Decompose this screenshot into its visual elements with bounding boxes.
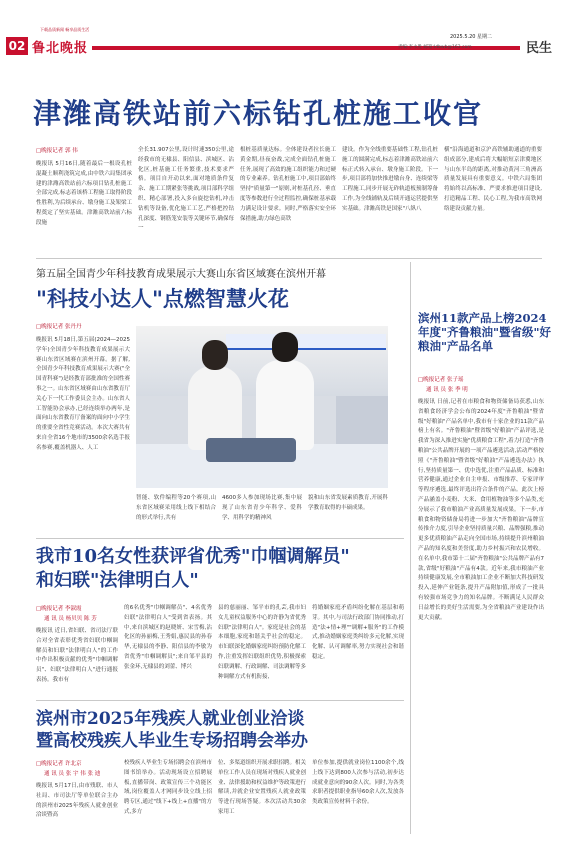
byline-disability-reporter: □晚报记者 许北京: [36, 761, 82, 767]
divider: [36, 258, 542, 259]
divider: [36, 538, 404, 539]
article-railway-col-4: 建设。作为全线重要基础性工程,钻孔桩施工的圆满完成,标志着津潍高铁站前六标正式转入承台、墩身施工阶段。下一步,项目部将加快推进墩台身、连续梁等工程施工,同步开展无砟轨道板预制筹备工作,为全线铺轨及后续开通运营提供坚实基础。津潍高铁是国家"八纵八: [342, 147, 438, 212]
article-science-col-3: 4600多人参加现场比赛,集中展现了山东省青少年科学、爱科学、用科学的精神风: [222, 495, 302, 521]
article-railway-col-5: 横"沿海通道和京沪高铁辅助通道的重要组成部分,建成后将大幅缩短京津冀地区与山东半岛的距离,对推动黄河三角洲高质量发展具有重要意义。中铁六局集团将始终以高标准、严要求推进项目建设,打造精品工程、民心工程,为我市高铁网络建设贡献力量。: [444, 147, 542, 212]
article-grain-body: 晚报讯 日前,记者在市粮食和物资储备局获悉,山东省粮食经济学会公布的2024年度"齐鲁粮油"暨省级"好粮油"产品名单中,我市有十家企业的11款产品榜上有名。"齐鲁粮油"暨省级"好粮油"产品评选,是我省为深入推进实施"优质粮食工程",着力打造"齐鲁粮油"公共品牌开展的一项产品遴选活动,活动严格按照《"齐鲁粮油"暨省级"好粮油"产品遴选办法》执行,坚持质量第一、优中选优,注重产品品质、标准和营养健康,通过企业自主申报、市级推荐、专家评审等程序遴选,最终评选出符合条件的产品。此次上榜产品涵盖小麦粉、大米、食用植物油等多个品类,充分展示了我市粮油产业高质量发展成果。下一步,市粮食和物资储备局将进一步加大"齐鲁粮油"品牌宣传推介力度,引导企业坚持质量兴粮、品牌强粮,推动更多优质粮油产品走向全国市场,持续提升滨州粮油产品的知名度和美誉度,助力乡村振兴和农民增收。在名单中,我市第十二届"齐鲁粮油"公共品牌产品有7款,省级"好粮油"产品有4款。近年来,我市粮油产业持续健康发展,全市粮油加工企业不断加大科技研发投入,延伸产业链条,提升产品附加值,形成了一批具有较强市场竞争力的知名品牌。不断满足人民群众日益增长的美好生活需要,为全省粮油产业建设作出更大贡献。: [418, 399, 544, 621]
headline-disability: [36, 708, 308, 752]
byline-grain-correspondent: 通 讯 员 张 季 明: [426, 387, 468, 393]
newspaper-logo: 鲁北晚报: [32, 41, 89, 56]
header-slogan: 下载品质新闻 畅享品质生活: [40, 27, 90, 32]
article-railway-col-2: 全长31.907公里,设计时速350公里,途经我市的无棣县、阳信县、滨城区、沾化区,桩基施工任务繁重,技术要求严格。项目自开动以来,面对地质条件复杂、施工工期紧张等挑战,项目部科学组织、精心部署,投入多台旋挖钻机,冲击钻机等设备,优化施工工艺,严格把控钻孔深度、钢筋笼安装等关键环节,确保每一: [138, 147, 234, 232]
article-women-col-2: 的6名优秀"巾帼调解员"、4名优秀妇联"法律明白人"受到省表扬。其中,来自滨城区的赵晓妍、宋雪梅,沾化区的孙丽梅,王秀娟,惠民县的孙春华,无棣县的李静、阳信县的李敏为省优秀"巾帼调解员";来自邹平县的张金环,无棣县的刘蕾、博兴: [124, 605, 212, 670]
article-science-col-4: 貌和山东省发展素质教育,开展科学教育取得的丰硕成果。: [308, 495, 388, 511]
photo-students-robot: [136, 326, 388, 488]
sidebar-divider: [410, 262, 411, 834]
issue-date: 2025.5.20 星期二: [450, 34, 493, 40]
article-women-col-4: 将婚姻家庭矛盾纠纷化解在基层和萌芽。其中,与司法行政部门协同推动,打造"法+情+理""调解+服务"的工作模式,推动婚姻家庭类纠纷多元化解,实现化解、认可调解率,努力实现社会和谐稳定。: [312, 605, 404, 660]
article-railway-col-3: 根桩基质量达标。全体建设者拉长施工黄金期,昼夜奋战,完成全面钻孔桩施工任务,展现了高效的施工组织能力和过硬的专业素养。钻孔桩施工中,项目部始终坚持"质量第一"原则,对桩基孔径、垂直度等参数进行全过程监控,确保桩基承载力满足设计要求。同时,严格落实安全环保措施,助力绿色高铁: [240, 147, 336, 222]
article-disability-col-1: 晚报讯 5月17日,由市残联、市人社局、市司法厅等单位联合主办的滨州市2025年残疾人就业创业洽谈暨高: [36, 783, 118, 819]
headline-science: "科技小达人"点燃智慧火花: [36, 286, 289, 311]
byline-disability-correspondent: 通 讯 员 张 宇 伟 张 迪: [44, 771, 101, 777]
article-disability-col-2: 校残疾人毕业生专场招聘会在滨州市图书馆举办。活动现场设立招聘展板,直播带岗、政策宣传三个功能区域,岗位覆盖人才网同步设立线上招聘专区,通过"线下+线上+直播"的方式,多方: [124, 760, 212, 815]
byline-women-correspondent: 通 讯 员 杨贝贝 陈 芳: [44, 616, 97, 622]
article-disability-col-3: 位、多渠道组织开展求职招聘。相关单位工作人员在现场对残疾人就业创业、法律援助和权益维护等政策进行解读,并就企业安置残疾人就业政策等进行现场答疑。本次活动共30余家用工: [218, 760, 306, 815]
byline-science: □晚报记者 张丹丹: [36, 324, 82, 330]
article-disability-col-4: 单位参加,提供就业岗位1100余个,线上线下达到800人次参与活动,初步达成就业意向的90余人次。同时,为各类求职者提供职业指导60余人次,发放各类政策宣传材料千余份。: [312, 760, 404, 806]
headline-grain: 滨州11款产品上榜2024年度"齐鲁粮油"暨省级"好粮油"产品名单: [418, 311, 551, 353]
headline-railway: 津潍高铁站前六标钻孔桩施工收官: [33, 97, 484, 130]
article-science-col-2: 智能、软件编程等20个赛项,山东省区域赛采用线上线下相结合的形式举行,共有: [136, 495, 216, 521]
divider: [36, 700, 404, 701]
page-number: 02: [6, 37, 28, 55]
article-women-col-3: 县的慈丽丽、邹平市的孔芸,我市妇女儿童权益服务中心的许静为省优秀妇联"法律明白人"。家庭是社会的基本细胞,家庭和谐关乎社会的稳定。市妇联深化婚姻家庭纠纷预防化解工作,注重发挥妇联组织优势,积极探索妇联调解、行政调解、司法调解等多种调解方式有机衔接,: [218, 605, 306, 680]
article-railway-col-1: 晚报讯 5月16日,随着最后一根设孔桩混凝土顺利浇筑完成,由中铁六局集团承建的津潍高铁站前六标项目钻孔桩施工全部完成,标志着该桥工程施工取得阶段性胜利,为后续承台、墩身施工及架梁工程奠定了坚实基础。津潍高铁站前六标段施: [36, 161, 132, 226]
editor-line: 责编:李永胜 邮箱:ldbwb@163.com: [398, 45, 472, 50]
headline-women-line-2: 和妇联"法律明白人": [36, 570, 199, 591]
byline-railway: □晚报记者 郭 伟: [36, 148, 78, 154]
headline-disability-line-2: 暨高校残疾人毕业生专场招聘会举办: [36, 731, 308, 751]
headline-women: [36, 545, 350, 593]
headline-disability-line-1: 滨州市2025年残疾人就业创业洽谈: [36, 709, 305, 729]
headline-women-line-1: 我市10名女性获评省优秀"巾帼调解员": [36, 546, 350, 567]
byline-women-reporter: □晚报记者 李淑霞: [36, 606, 82, 612]
section-name: 民生: [526, 41, 553, 56]
article-science-col-1: 晚报讯 5月18日,第五届(2024—2025学年)全国青少年科技教育成果展示大赛山东省区域赛在滨州开幕。据了解,全国青少年科技教育成果展示大赛("全国青科赛")是经教育部批准的全国性赛事之一。山东省区域赛由山东省教育厅关心下一代工作委员会主办。山东省人工智能协会承办,已经连续举办两年,是面向山东省教育厅备案的面向中小学生的重要全省性竞赛活动。本次大赛共有来自全省16个地市的3500余名选手报名参赛,覆盖机器人、人工: [36, 337, 130, 451]
byline-grain-reporter: □晚报记者 张子瑶: [418, 377, 464, 383]
article-women-col-1: 晚报讯 近日,省妇联、省司法厅联合对全省表彰优秀省妇联巾帼调解员和妇联"法律明白人"的工作中作出积极贡献的优秀"巾帼调解员"、妇联"法律明白人"进行通报表扬。我市有: [36, 628, 118, 683]
article-science-subtitle: 第五届全国青少年科技教育成果展示大赛山东省区域赛在滨州开幕: [36, 269, 326, 280]
